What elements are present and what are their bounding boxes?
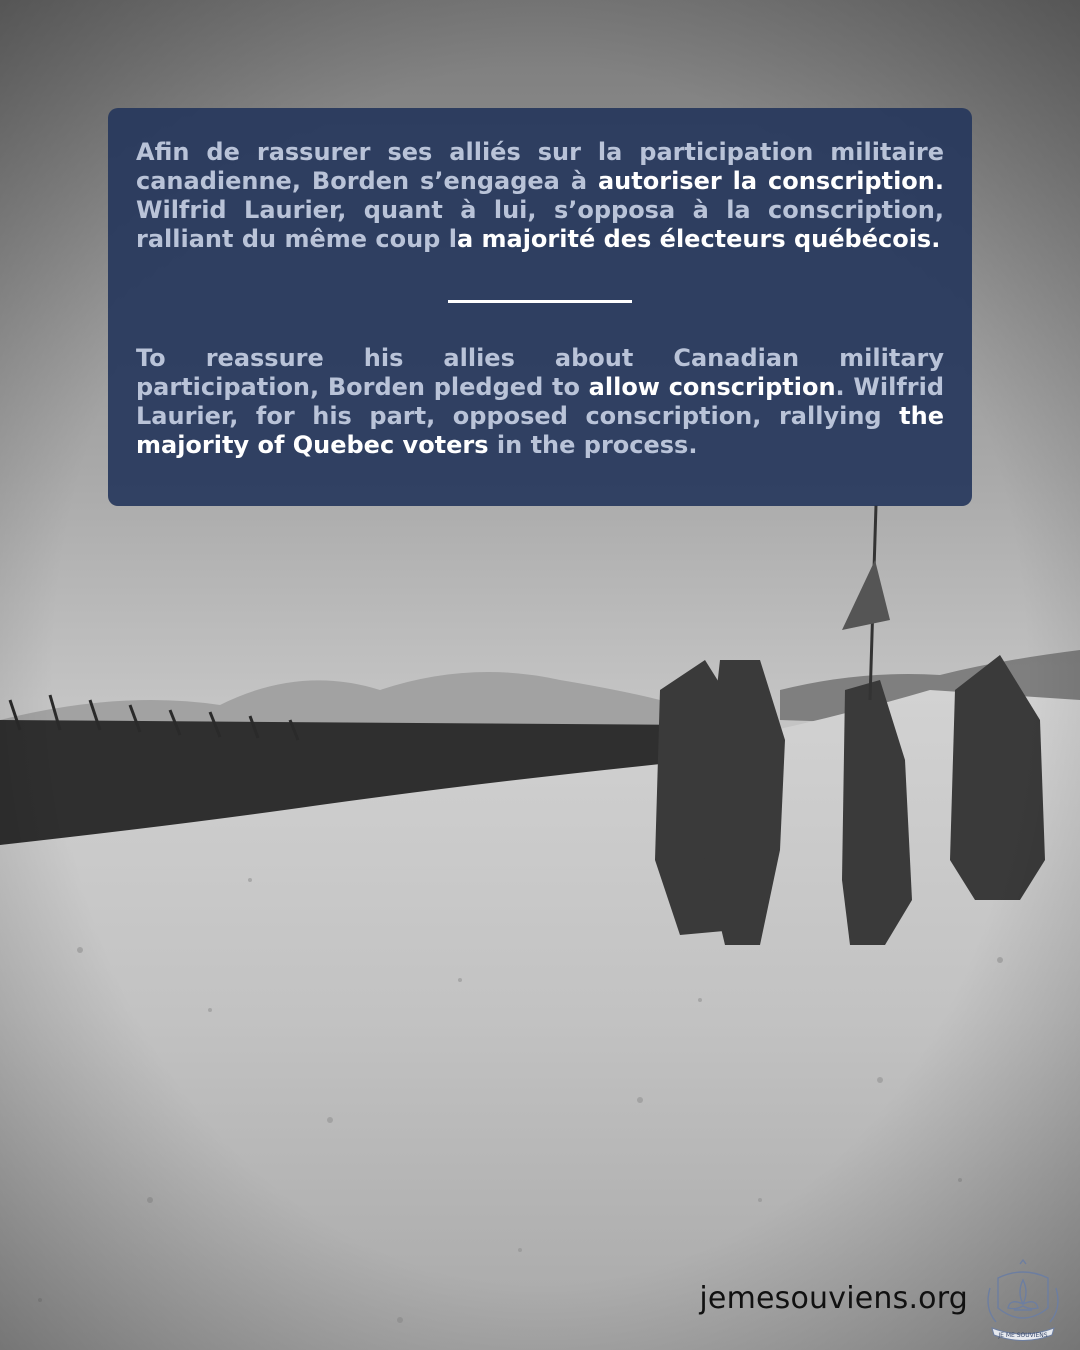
english-highlight-conscription: allow conscription (588, 373, 836, 401)
text-card (108, 108, 972, 506)
french-highlight-majority: a majorité des électeurs québécois. (456, 225, 941, 253)
french-highlight-conscription: autoriser la conscription. (597, 167, 944, 195)
french-paragraph: Afin de rassurer ses alliés sur la participation militaire canadienne, Borden s’engagea à autoriser la conscription. Wilfrid Laurier, quant à lui, s’opposa à la conscription, ralliant du même coup la majorité des électeurs québécois. (136, 138, 944, 253)
je-me-souviens-seal-icon (970, 1258, 1076, 1346)
seal-text: JE ME SOUVIENS (998, 1332, 1048, 1339)
divider (448, 300, 632, 303)
english-highlight-majority: the majority of Quebec voters (136, 402, 944, 459)
website-url[interactable]: jemesouviens.org (699, 1281, 968, 1316)
english-paragraph: To reassure his allies about Canadian military participation, Borden pledged to allow conscription. Wilfrid Laurier, for his part, opposed conscription, rallying the majority of Quebec voters in the process. (136, 344, 945, 459)
